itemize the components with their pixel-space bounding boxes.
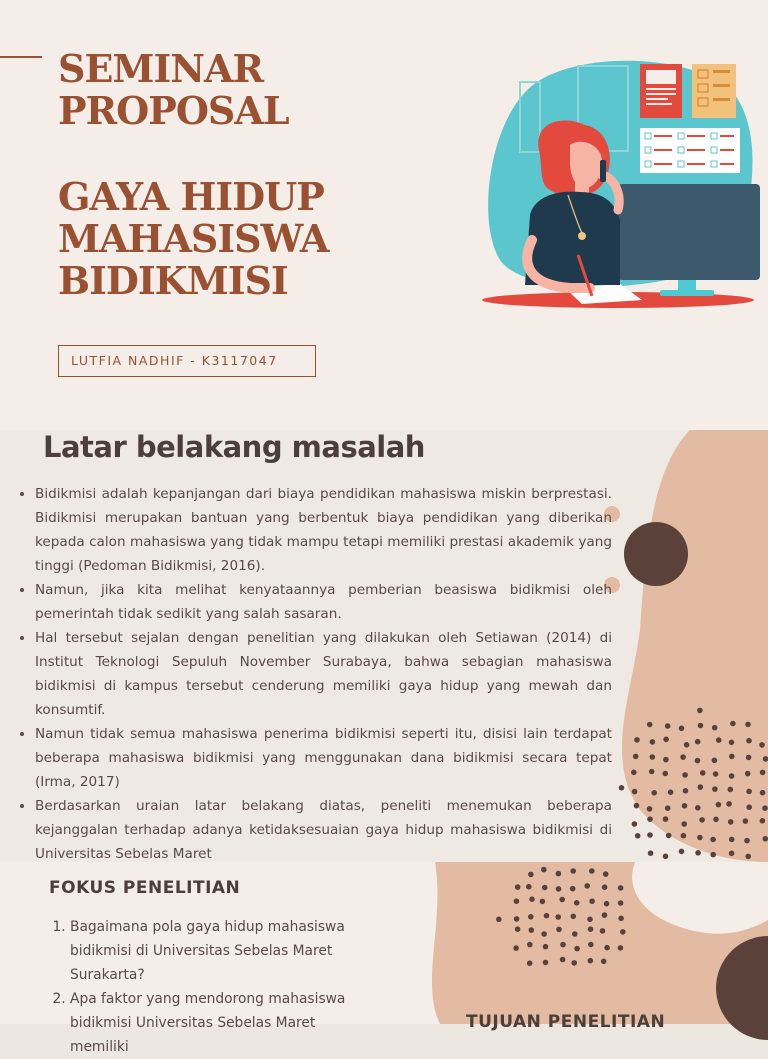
title-line-2: PROPOSAL — [58, 88, 289, 133]
pattern-dot — [684, 742, 690, 748]
list-item: • Hal tersebut sejalan dengan penelitian yang dilakukan oleh Setiawan (2014) di Institut Teknologi Sepuluh November Surabaya, bahwa sebagian mahasiswa bidikmisi di kampus tersebut cenderung memiliki gaya hidup yang mewah dan konsumtif. — [35, 626, 612, 722]
pattern-dot — [663, 854, 669, 860]
pattern-dot — [728, 819, 734, 825]
pattern-dot — [713, 771, 719, 777]
pattern-dot — [540, 899, 546, 905]
pattern-dot — [759, 742, 765, 748]
list-item: • Bidikmisi adalah kepanjangan dari biaya pendidikan mahasiswa miskin berprestasi. Bidikmisi merupakan bantuan yang berbentuk biaya pendidikan yang diberikan kepada calon mahasiswa yang tidak mampu tetapi memiliki prestasi akademik yang tinggi (Pedoman Bidikmisi, 2016). — [35, 482, 612, 578]
pattern-dot — [697, 708, 703, 714]
pattern-dot — [697, 835, 703, 841]
pattern-dot — [729, 837, 735, 843]
pattern-dot — [647, 722, 653, 728]
list-item: • Namun tidak semua mahasiswa penerima bidikmisi seperti itu, disisi lain terdapat beberapa mahasiswa bidikmisi yang menggunakan dana bidikmisi secara tepat (Irma, 2017) — [35, 722, 612, 794]
pattern-dot — [663, 757, 669, 763]
pattern-dot — [601, 959, 607, 965]
pattern-dot — [679, 726, 685, 732]
pattern-dot — [728, 787, 734, 793]
pattern-dot — [647, 806, 653, 812]
pattern-dot — [712, 758, 718, 764]
author-box: LUTFIA NADHIF - K3117047 — [58, 345, 316, 377]
pattern-dot — [526, 884, 532, 890]
research-title-line-1: GAYA HIDUP — [58, 174, 324, 219]
pattern-dot — [589, 868, 595, 874]
pattern-dot — [743, 818, 749, 824]
pattern-dot — [744, 838, 750, 844]
pattern-dot — [649, 769, 655, 775]
pattern-dot — [682, 803, 688, 809]
focus-heading: FOKUS PENELITIAN — [49, 878, 240, 898]
pattern-dot — [679, 849, 685, 855]
pattern-dot — [746, 738, 752, 744]
seminar-title — [58, 48, 289, 132]
pattern-dot — [746, 755, 752, 761]
pattern-dot — [619, 785, 625, 791]
pattern-dot — [729, 754, 735, 760]
pattern-dot — [665, 805, 671, 811]
pattern-dot — [681, 821, 687, 827]
list-item: 2. Apa faktor yang mendorong mahasiswa bidikmisi Universitas Sebelas Maret memiliki — [70, 987, 370, 1059]
pattern-dot — [589, 898, 595, 904]
pattern-dot — [745, 722, 751, 728]
pattern-dot — [695, 758, 701, 764]
pattern-dot — [633, 754, 639, 760]
pattern-dot — [618, 885, 624, 891]
pattern-dot — [710, 852, 716, 858]
pattern-dot — [726, 801, 732, 807]
pattern-dot — [574, 946, 580, 952]
pattern-dot — [513, 945, 519, 951]
pattern-dot — [587, 917, 593, 923]
pattern-dot — [570, 868, 576, 874]
pattern-dot — [647, 832, 653, 838]
pattern-dot — [571, 914, 577, 920]
pattern-dot — [651, 790, 657, 796]
pattern-dot — [745, 854, 751, 860]
pattern-dot — [666, 833, 672, 839]
pattern-dot — [635, 833, 641, 839]
research-title-line-2: MAHASISWA — [58, 216, 328, 261]
pattern-dot — [556, 927, 562, 933]
pattern-dot — [746, 789, 752, 795]
list-item: • Berdasarkan uraian latar belakang diatas, peneliti menemukan beberapa kejanggalan terhadap adanya ketidaksesuaian gaya hidup mahasiswa bidikmisi di Universitas Sebelas Maret — [35, 794, 612, 866]
pattern-dot — [632, 821, 638, 827]
pattern-dot — [515, 926, 521, 932]
title-slide — [0, 0, 768, 430]
pattern-dot — [763, 836, 768, 842]
pattern-dot — [729, 740, 735, 746]
pattern-dot — [543, 944, 549, 950]
list-item: 1. Bagaimana pola gaya hidup mahasiswa bidikmisi di Universitas Sebelas Maret Surakarta? — [70, 915, 370, 987]
pattern-dot — [571, 960, 577, 966]
pattern-dot — [514, 898, 520, 904]
pattern-dot — [699, 817, 705, 823]
pattern-dot — [529, 927, 535, 933]
pattern-dot — [514, 916, 520, 922]
section-heading: Latar belakang masalah — [43, 430, 425, 464]
background-bullet-list — [18, 482, 612, 866]
pattern-dot — [695, 805, 701, 811]
pattern-dot — [602, 912, 608, 918]
pattern-dot — [760, 770, 766, 776]
pattern-dot — [559, 897, 565, 903]
pattern-dot — [560, 942, 566, 948]
pattern-dot — [600, 928, 606, 934]
pattern-dot — [515, 884, 521, 890]
woman-on-phone-at-computer-illustration — [470, 50, 765, 315]
pattern-dot — [604, 945, 610, 951]
pattern-dot — [634, 803, 640, 809]
pattern-dot — [682, 772, 688, 778]
pattern-dot — [665, 723, 671, 729]
pattern-dot — [574, 900, 580, 906]
pattern-dot — [631, 770, 637, 776]
pattern-dot — [663, 737, 669, 743]
pattern-dot — [572, 931, 578, 937]
pattern-dot — [556, 886, 562, 892]
pattern-dot — [712, 786, 718, 792]
pattern-dot — [618, 900, 624, 906]
pattern-dot — [584, 883, 590, 889]
pattern-dot — [681, 833, 687, 839]
pattern-dot — [528, 872, 534, 878]
title-line-1: SEMINAR — [58, 46, 263, 91]
pattern-dot — [712, 725, 718, 731]
research-title — [58, 176, 328, 302]
objectives-heading: TUJUAN PENELITIAN — [466, 1012, 665, 1032]
list-item: • Namun, jika kita melihat kenyataannya pemberian beasiswa bidikmisi oleh pemerintah tidak sedikit yang salah sasaran. — [35, 578, 612, 626]
pattern-dot — [543, 960, 549, 966]
pattern-dot — [560, 957, 566, 963]
pattern-dot — [698, 784, 704, 790]
pattern-dot — [695, 850, 701, 856]
pattern-dot — [762, 805, 768, 811]
pattern-dot — [618, 945, 624, 951]
pattern-dot — [650, 739, 656, 745]
accent-rule — [0, 56, 42, 58]
pattern-dot — [663, 771, 669, 777]
pattern-dot — [618, 916, 624, 922]
pattern-dot — [541, 867, 547, 873]
pattern-dot — [541, 931, 547, 937]
pattern-dot — [663, 816, 669, 822]
pattern-dot — [604, 901, 610, 907]
pattern-dot — [556, 871, 562, 877]
pattern-dot — [528, 914, 534, 920]
pattern-dot — [729, 851, 735, 857]
pattern-dot — [716, 802, 722, 808]
pattern-dot — [603, 871, 609, 877]
pattern-dot — [647, 816, 653, 822]
pattern-dot — [634, 737, 640, 743]
pattern-dot — [620, 929, 626, 935]
pattern-dot — [716, 737, 722, 743]
pattern-dot — [710, 837, 716, 843]
research-focus-slide — [0, 862, 768, 1024]
pattern-dot — [529, 896, 535, 902]
pattern-dot — [760, 818, 766, 824]
pattern-dot — [698, 723, 704, 729]
pattern-dot — [730, 721, 736, 727]
pattern-dot — [683, 788, 689, 794]
pattern-dot — [760, 790, 766, 796]
pattern-dot — [632, 789, 638, 795]
pattern-dot — [746, 804, 752, 810]
pattern-dot — [713, 817, 719, 823]
pattern-dot — [745, 771, 751, 777]
research-questions-list — [52, 915, 370, 1059]
brown-circle-icon — [624, 522, 688, 586]
pattern-dot — [527, 942, 533, 948]
pattern-dot — [496, 917, 502, 923]
pattern-dot — [602, 884, 608, 890]
pattern-dot — [650, 754, 656, 760]
pattern-dot — [680, 754, 686, 760]
pattern-dot — [588, 958, 594, 964]
pattern-dot — [700, 770, 706, 776]
pattern-dot — [542, 885, 548, 891]
pattern-dot — [729, 773, 735, 779]
pattern-dot — [527, 960, 533, 966]
background-slide — [0, 430, 768, 862]
pattern-dot — [648, 850, 654, 856]
pattern-dot — [695, 739, 701, 745]
pattern-dot — [570, 886, 576, 892]
research-title-line-3: BIDIKMISI — [58, 258, 288, 303]
pattern-dot — [555, 914, 561, 920]
pattern-dot — [544, 913, 550, 919]
pattern-dot — [588, 942, 594, 948]
pattern-dot — [668, 789, 674, 795]
pattern-dot — [588, 926, 594, 932]
